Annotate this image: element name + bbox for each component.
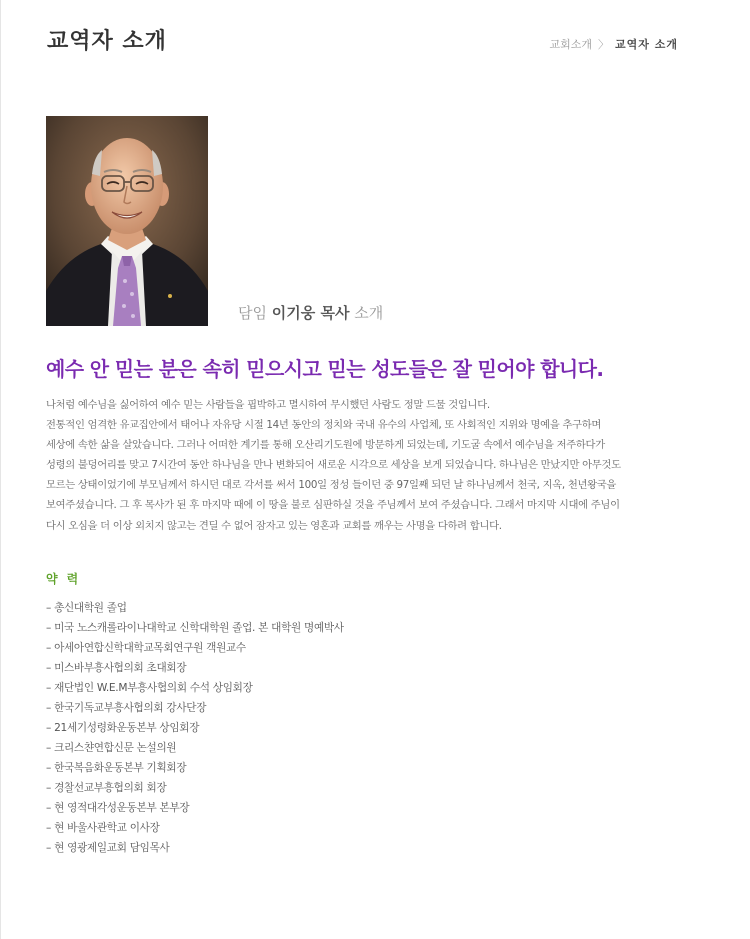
intro-line: 세상에 속한 삶을 살았습니다. 그러나 어떠한 계기를 통해 오산리기도원에 방문하게 되었는데, 기도굴 속에서 예수님을 저주하다가 — [46, 439, 605, 452]
intro-line: 전통적인 엄격한 유교집안에서 태어나 자유당 시절 14년 동안의 정치와 국내 유수의 사업체, 또 사회적인 지위와 명예을 추구하며 — [46, 419, 602, 432]
career-list — [46, 598, 344, 858]
career-item: – 아세아연합신학대학교목회연구원 객원교수 — [46, 642, 246, 654]
career-item: – 크리스챤연합신문 논설의원 — [46, 742, 177, 754]
career-item: – 한국복음화운동본부 기획회장 — [46, 762, 187, 774]
career-item: – 현 영적대각성운동본부 본부장 — [46, 802, 190, 814]
career-item: – 재단법인 W.E.M부흥사협의회 수석 상임회장 — [46, 682, 253, 694]
page-title: 교역자 소개 — [47, 29, 167, 54]
caption-suffix: 소개 — [354, 304, 384, 322]
career-item: – 미스바부흥사협의회 초대회장 — [46, 662, 187, 674]
chevron-right-icon: 〉 — [598, 38, 610, 51]
headline: 예수 안 믿는 분은 속히 믿으시고 믿는 성도들은 잘 믿어야 합니다. — [46, 357, 604, 381]
career-item: – 총신대학원 졸업 — [46, 602, 127, 614]
career-item: – 미국 노스캐롤라이나대학교 신학대학원 졸업. 본 대학원 명예박사 — [46, 622, 344, 634]
breadcrumb-item-church-intro[interactable]: 교회소개 — [549, 38, 593, 51]
caption-prefix: 담임 — [238, 304, 267, 322]
intro-text — [46, 395, 656, 536]
pastor-name: 이기웅 목사 — [271, 304, 350, 322]
career-item: – 21세기성령화운동본부 상임회장 — [46, 722, 200, 734]
career-heading: 약력 — [46, 572, 88, 586]
breadcrumb-item-current: 교역자 소개 — [615, 38, 678, 51]
career-item: – 경찰선교부흥협의회 회장 — [46, 782, 167, 794]
intro-line: 다시 오심을 더 이상 외치지 않고는 견딜 수 없어 잠자고 있는 영혼과 교회를 깨우는 사명을 다하려 합니다. — [46, 519, 502, 532]
intro-line: 성령의 불덩어리를 맞고 7시간여 동안 하나님을 만나 변화되어 새로운 시각으로 세상을 보게 되었습니다. 하나님은 만났지만 아무것도 — [46, 459, 621, 472]
career-item: – 현 바울사관학교 이사장 — [46, 822, 160, 834]
intro-line: 나처럼 예수님을 싫어하여 예수 믿는 사람들을 핍박하고 멸시하여 무시했던 사람도 정말 드물 것입니다. — [46, 399, 490, 411]
intro-line: 모르는 상태이었기에 부모님께서 하시던 대로 각서를 써서 100일 정성 들이던 중 97일째 되던 날 하나님께서 천국, 지옥, 천년왕국을 — [46, 479, 617, 492]
pastor-portrait — [46, 116, 208, 326]
pastor-caption — [238, 302, 383, 323]
breadcrumb — [550, 36, 678, 52]
intro-line: 보여주셨습니다. 그 후 목사가 된 후 마지막 때에 이 땅을 불로 심판하실 것을 주님께서 보여 주셨습니다. 그래서 마지막 시대에 주님이 — [46, 499, 620, 512]
career-item: – 한국기독교부흥사협의회 강사단장 — [46, 702, 207, 714]
career-item: – 현 영광제일교회 담임목사 — [46, 842, 170, 854]
pastor-portrait-image — [46, 116, 208, 326]
